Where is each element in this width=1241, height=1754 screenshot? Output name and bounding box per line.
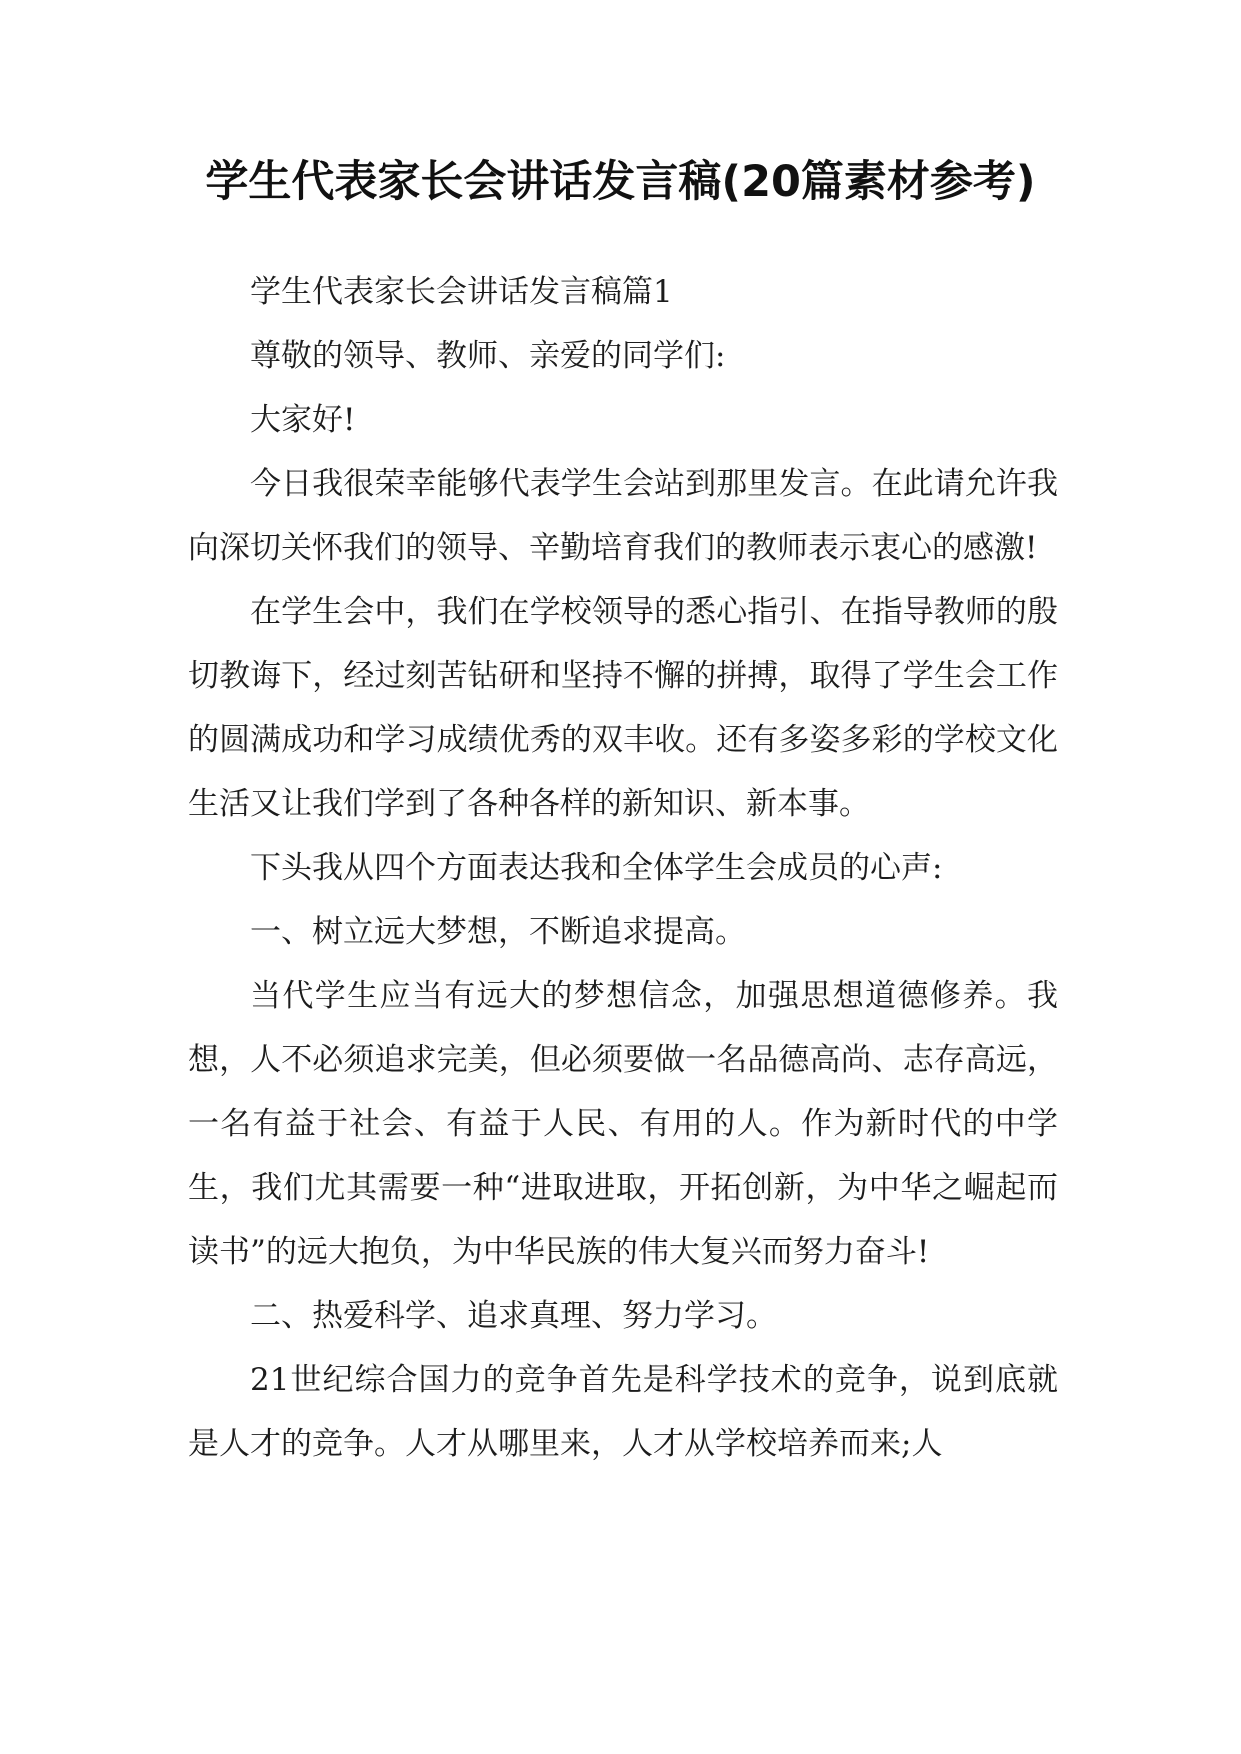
paragraph-greeting: 大家好! [250, 402, 356, 438]
document-title: 学生代表家长会讲话发言稿(20篇素材参考) [205, 157, 1036, 207]
section-heading: 一、树立远大梦想，不断追求提高。 [250, 914, 746, 950]
paragraph-salutation: 尊敬的领导、教师、亲爱的同学们: [250, 338, 726, 374]
paragraph: 今日我很荣幸能够代表学生会站到那里发言。在此请允许我向深切关怀我们的领导、辛勤培育我们的教师表示衷心的感激! [188, 466, 1058, 566]
paragraph-heading: 学生代表家长会讲话发言稿篇1 [250, 274, 673, 310]
section-heading: 二、热爱科学、追求真理、努力学习。 [250, 1298, 777, 1334]
paragraph: 21世纪综合国力的竞争首先是科学技术的竞争，说到底就是人才的竞争。人才从哪里来，人才从学校培养而来;人 [188, 1362, 1058, 1462]
document-body [188, 260, 1058, 1476]
paragraph: 在学生会中，我们在学校领导的悉心指引、在指导教师的殷切教诲下，经过刻苦钻研和坚持不懈的拼搏，取得了学生会工作的圆满成功和学习成绩优秀的双丰收。还有多姿多彩的学校文化生活又让我们学到了各种各样的新知识、新本事。 [188, 594, 1058, 822]
paragraph: 下头我从四个方面表达我和全体学生会成员的心声: [250, 850, 943, 886]
paragraph: 当代学生应当有远大的梦想信念，加强思想道德修养。我想，人不必须追求完美，但必须要做一名品德高尚、志存高远，一名有益于社会、有益于人民、有用的人。作为新时代的中学生，我们尤其需要一种“进取进取，开拓创新，为中华之崛起而读书”的远大抱负，为中华民族的伟大复兴而努力奋斗! [188, 978, 1058, 1270]
